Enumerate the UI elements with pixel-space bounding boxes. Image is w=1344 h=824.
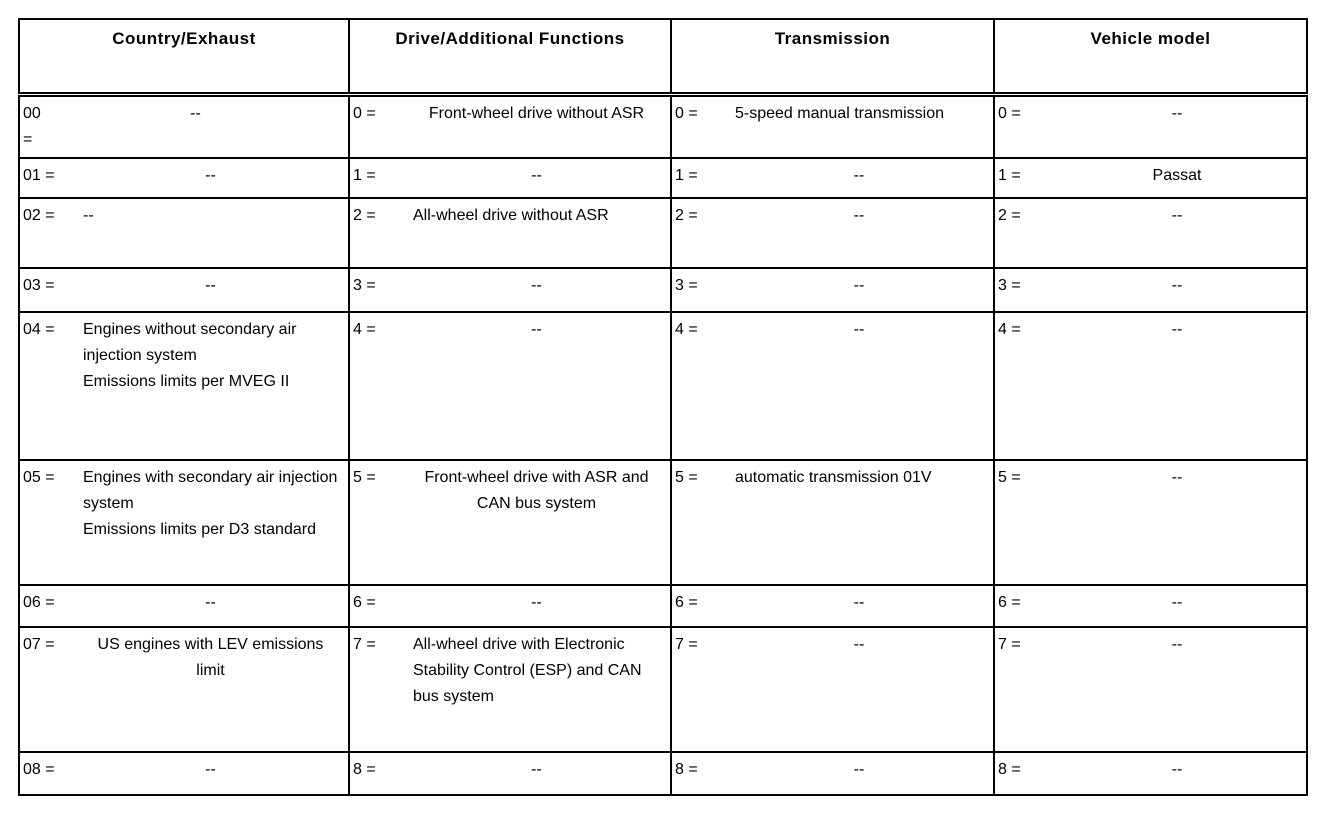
code-description: -- [1171, 594, 1183, 611]
code-description: All-wheel drive without ASR [413, 207, 609, 224]
code-value: 0 = [675, 105, 698, 122]
code-value: 02 = [23, 207, 55, 224]
code-value: 06 = [23, 594, 55, 611]
code-value: 4 = [675, 321, 698, 338]
code-value: 3 = [353, 277, 376, 294]
code-value: 03 = [23, 277, 55, 294]
cell-drive-functions [349, 95, 671, 159]
code-description: -- [853, 761, 865, 778]
code-description: -- [531, 594, 542, 611]
cell-content [672, 313, 993, 347]
cell-drive-functions [349, 752, 671, 795]
code-description: -- [531, 277, 542, 294]
cell-vehicle-model [994, 312, 1307, 460]
cell-transmission [671, 158, 994, 198]
code-value: 7 = [998, 636, 1021, 653]
code-description: -- [853, 167, 865, 184]
table-row [19, 158, 1307, 198]
cell-content [20, 313, 348, 399]
code-description: 5-speed manual transmission [735, 105, 944, 122]
code-description: -- [1171, 277, 1183, 294]
code-value: 4 = [998, 321, 1021, 338]
code-description: -- [853, 636, 865, 653]
cell-drive-functions [349, 585, 671, 627]
cell-content [20, 269, 348, 303]
code-table [18, 18, 1308, 796]
code-description: -- [1171, 321, 1183, 338]
cell-content [672, 586, 993, 620]
cell-content [20, 97, 348, 157]
cell-content [350, 199, 670, 233]
header-vehicle-model: Vehicle model [994, 19, 1307, 95]
cell-vehicle-model [994, 158, 1307, 198]
cell-content [350, 313, 670, 347]
code-value: 7 = [675, 636, 698, 653]
cell-content [20, 159, 348, 193]
cell-content [672, 753, 993, 787]
cell-content [350, 586, 670, 620]
header-drive-functions: Drive/Additional Functions [349, 19, 671, 95]
code-value: 01 = [23, 167, 55, 184]
cell-vehicle-model [994, 268, 1307, 312]
code-value: 8 = [675, 761, 698, 778]
code-description: -- [1171, 469, 1183, 486]
code-description: -- [83, 207, 94, 224]
code-value: 8 = [998, 761, 1021, 778]
cell-content [350, 628, 670, 714]
code-description: -- [205, 277, 216, 294]
code-description: -- [853, 594, 865, 611]
cell-content [672, 628, 993, 662]
cell-content [995, 199, 1306, 233]
code-description: Passat [1152, 167, 1202, 184]
cell-content [350, 159, 670, 193]
code-value: 2 = [353, 207, 376, 224]
cell-content [20, 199, 348, 233]
code-value: 1 = [353, 167, 376, 184]
cell-vehicle-model [994, 627, 1307, 752]
code-value: 3 = [675, 277, 698, 294]
cell-drive-functions [349, 312, 671, 460]
code-value: 1 = [998, 167, 1021, 184]
cell-vehicle-model [994, 585, 1307, 627]
code-description: -- [853, 321, 865, 338]
code-value: 05 = [23, 469, 55, 486]
header-country-exhaust: Country/Exhaust [19, 19, 349, 95]
code-value: 07 = [23, 636, 55, 653]
table-row [19, 752, 1307, 795]
code-description: -- [1171, 105, 1183, 122]
cell-content [672, 269, 993, 303]
code-description: -- [205, 761, 216, 778]
code-description: US engines with LEV emissions limit [97, 636, 324, 679]
code-description: All-wheel drive with Electronic Stability Control (ESP) and CAN bus system [413, 636, 642, 705]
code-description: -- [1171, 761, 1183, 778]
cell-country-exhaust [19, 585, 349, 627]
code-value: 08 = [23, 761, 55, 778]
cell-content [995, 586, 1306, 620]
cell-country-exhaust [19, 268, 349, 312]
cell-transmission [671, 198, 994, 268]
cell-content [350, 461, 670, 521]
cell-drive-functions [349, 198, 671, 268]
code-description: Engines with secondary air injection system Emissions limits per D3 standard [83, 469, 338, 538]
table-row [19, 627, 1307, 752]
code-value: 5 = [675, 469, 698, 486]
cell-drive-functions [349, 627, 671, 752]
cell-country-exhaust [19, 198, 349, 268]
code-value: 7 = [353, 636, 376, 653]
cell-vehicle-model [994, 198, 1307, 268]
cell-drive-functions [349, 158, 671, 198]
table-row [19, 95, 1307, 159]
cell-content [20, 753, 348, 787]
cell-country-exhaust [19, 312, 349, 460]
code-description: -- [531, 167, 542, 184]
table-row [19, 585, 1307, 627]
code-value: 5 = [353, 469, 376, 486]
code-description: automatic transmission 01V [735, 469, 932, 486]
header-row [19, 19, 1307, 95]
cell-country-exhaust [19, 95, 349, 159]
header-transmission: Transmission [671, 19, 994, 95]
code-description: -- [853, 207, 865, 224]
cell-country-exhaust [19, 460, 349, 585]
cell-transmission [671, 268, 994, 312]
cell-content [995, 269, 1306, 303]
cell-content [995, 753, 1306, 787]
cell-vehicle-model [994, 460, 1307, 585]
cell-content [350, 269, 670, 303]
cell-transmission [671, 312, 994, 460]
code-description: -- [205, 594, 216, 611]
code-value: 00 = [23, 105, 41, 148]
code-value: 04 = [23, 321, 55, 338]
cell-transmission [671, 585, 994, 627]
cell-content [995, 628, 1306, 662]
code-value: 4 = [353, 321, 376, 338]
cell-content [350, 753, 670, 787]
code-value: 1 = [675, 167, 698, 184]
code-value: 2 = [998, 207, 1021, 224]
cell-transmission [671, 627, 994, 752]
cell-transmission [671, 460, 994, 585]
code-description: Front-wheel drive with ASR and CAN bus system [424, 469, 649, 512]
table-row [19, 312, 1307, 460]
cell-country-exhaust [19, 627, 349, 752]
code-description: -- [531, 321, 542, 338]
cell-drive-functions [349, 268, 671, 312]
table-row [19, 460, 1307, 585]
cell-vehicle-model [994, 752, 1307, 795]
cell-content [20, 461, 348, 547]
code-description: -- [205, 167, 216, 184]
code-value: 3 = [998, 277, 1021, 294]
cell-content [20, 628, 348, 688]
cell-content [672, 199, 993, 233]
table-row [19, 268, 1307, 312]
code-description: -- [190, 105, 201, 122]
cell-content [995, 313, 1306, 347]
cell-vehicle-model [994, 95, 1307, 159]
cell-content [672, 159, 993, 193]
code-value: 0 = [998, 105, 1021, 122]
code-description: -- [853, 277, 865, 294]
cell-transmission [671, 752, 994, 795]
table-row [19, 198, 1307, 268]
cell-content [350, 97, 670, 131]
code-description: -- [1171, 207, 1183, 224]
cell-content [995, 461, 1306, 495]
code-description: Engines without secondary air injection system Emissions limits per MVEG II [83, 321, 297, 390]
cell-content [995, 97, 1306, 131]
cell-content [672, 97, 993, 131]
code-value: 5 = [998, 469, 1021, 486]
cell-content [995, 159, 1306, 193]
cell-country-exhaust [19, 158, 349, 198]
cell-country-exhaust [19, 752, 349, 795]
code-description: -- [1171, 636, 1183, 653]
code-value: 0 = [353, 105, 376, 122]
code-value: 6 = [998, 594, 1021, 611]
code-description: -- [531, 761, 542, 778]
code-value: 6 = [353, 594, 376, 611]
code-value: 6 = [675, 594, 698, 611]
cell-transmission [671, 95, 994, 159]
code-value: 8 = [353, 761, 376, 778]
cell-drive-functions [349, 460, 671, 585]
cell-content [20, 586, 348, 620]
code-value: 2 = [675, 207, 698, 224]
cell-content [672, 461, 993, 495]
code-description: Front-wheel drive without ASR [428, 105, 645, 122]
